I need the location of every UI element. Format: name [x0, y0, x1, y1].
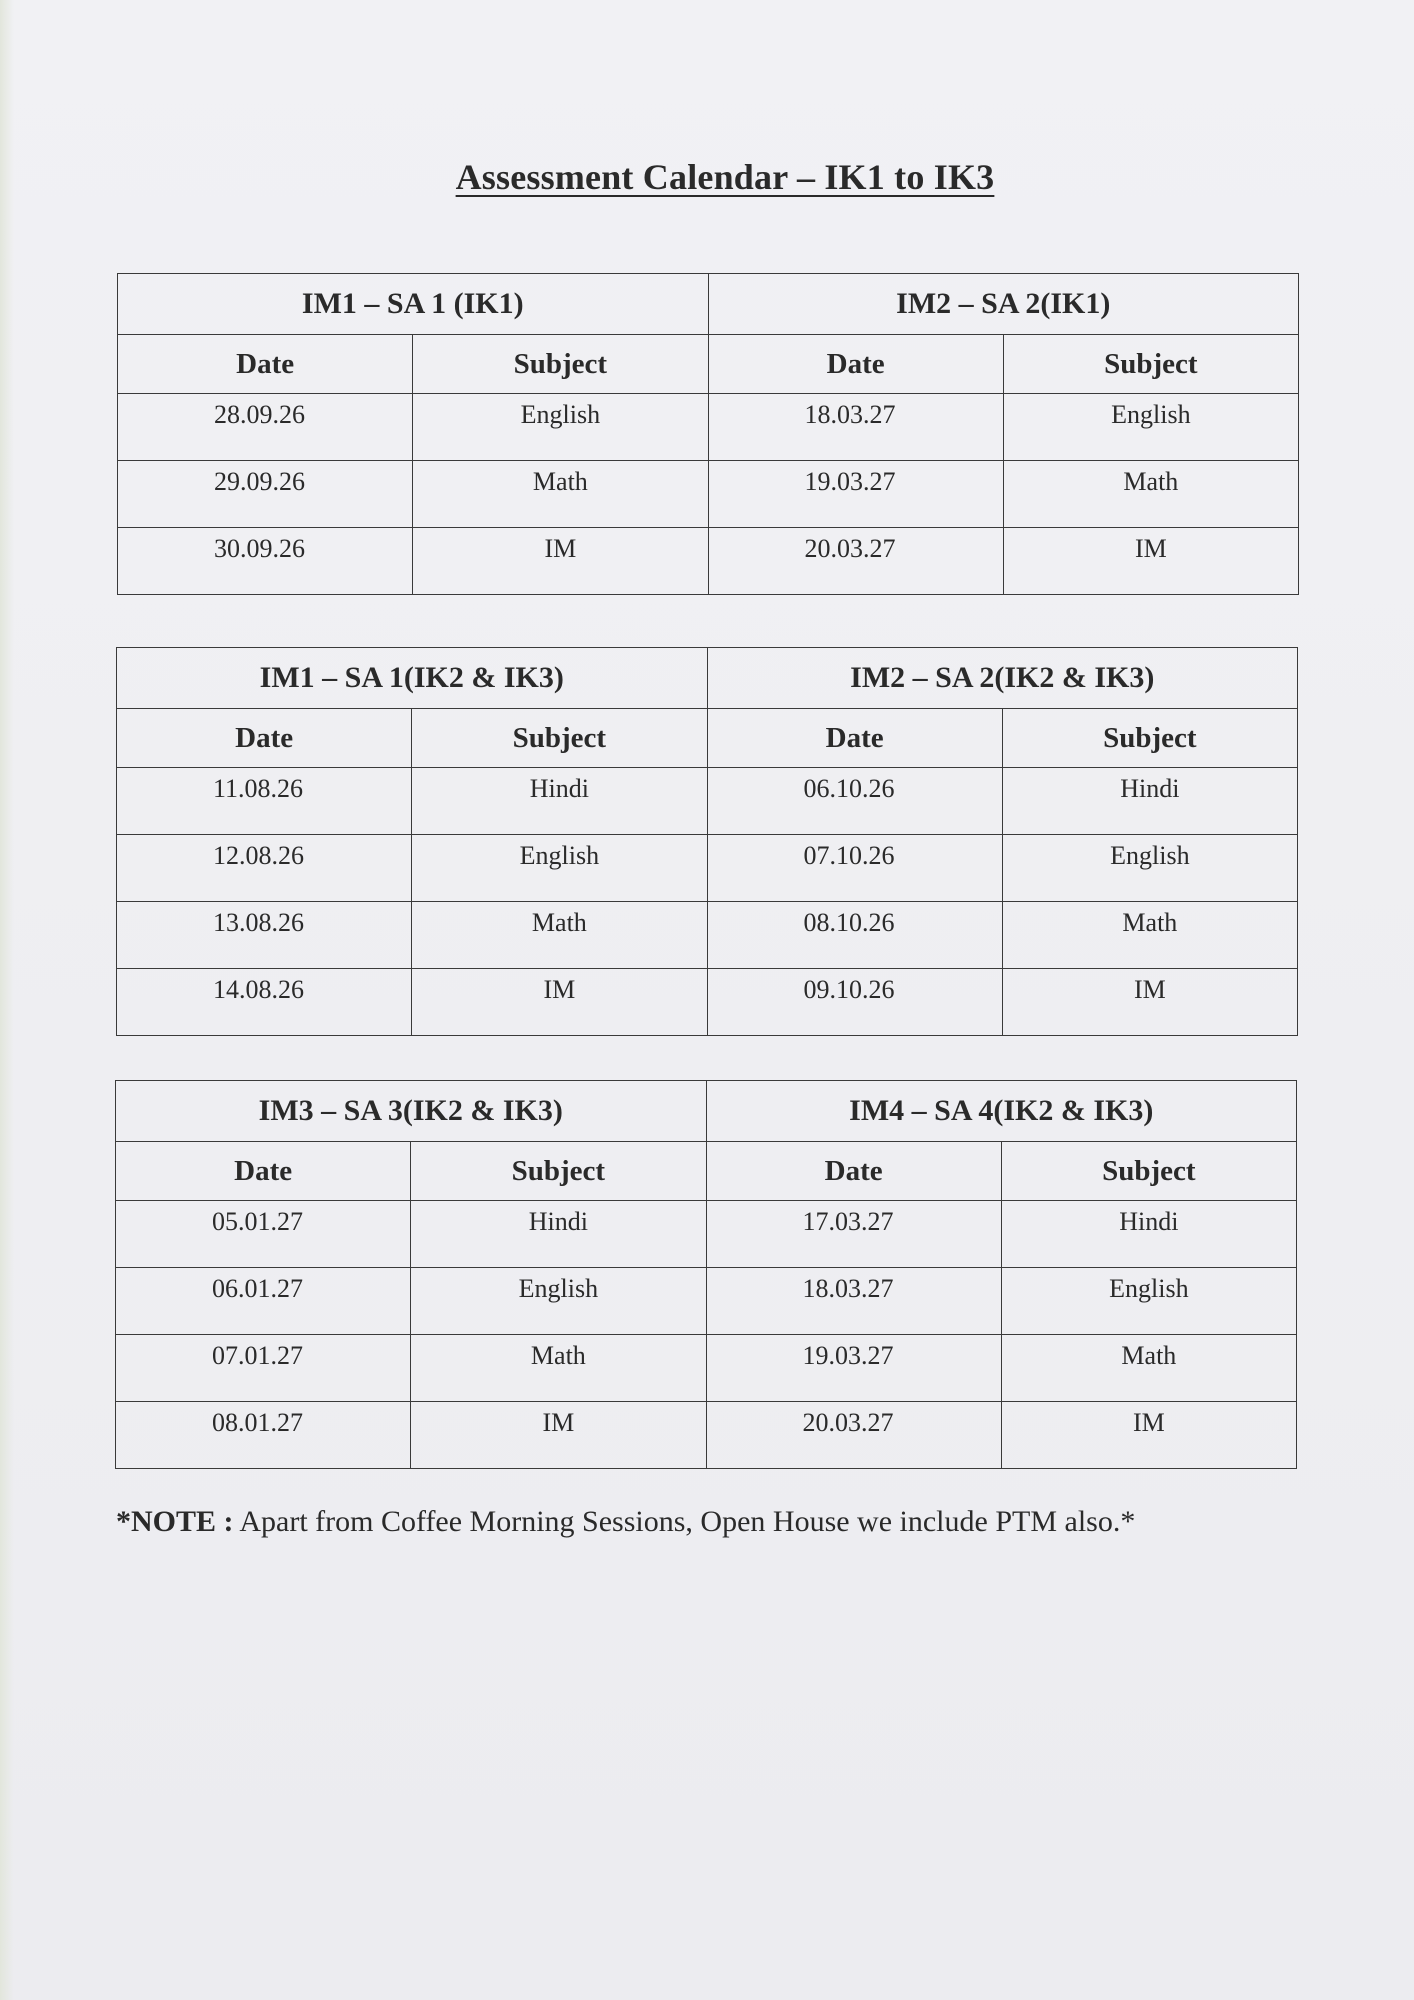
date-cell: 29.09.26 — [118, 461, 413, 528]
date-cell: 19.03.27 — [706, 1335, 1001, 1402]
subject-cell: English — [411, 1268, 706, 1335]
subject-cell: Math — [413, 461, 708, 528]
subject-cell: Hindi — [1001, 1201, 1296, 1268]
column-header-subject: Subject — [1001, 1142, 1296, 1201]
table-heading-right: IM2 – SA 2(IK2 & IK3) — [707, 648, 1298, 709]
date-cell: 07.10.26 — [707, 835, 1002, 902]
table-row — [116, 1201, 1297, 1268]
assessment-table-ik2-ik3-sa1-sa2 — [116, 647, 1298, 1036]
subject-cell: English — [1001, 1268, 1296, 1335]
table-heading-left: IM3 – SA 3(IK2 & IK3) — [116, 1081, 707, 1142]
assessment-table-ik2-ik3-sa3-sa4 — [115, 1080, 1297, 1469]
column-header-subject: Subject — [411, 1142, 706, 1201]
date-cell: 08.10.26 — [707, 902, 1002, 969]
subject-cell: IM — [1001, 1402, 1296, 1469]
date-cell: 08.01.27 — [116, 1402, 411, 1469]
column-header-date: Date — [118, 335, 413, 394]
subject-cell: IM — [412, 969, 707, 1036]
date-cell: 20.03.27 — [708, 528, 1003, 595]
subject-cell: IM — [1002, 969, 1297, 1036]
table-row — [118, 394, 1299, 461]
subject-cell: Hindi — [1002, 768, 1297, 835]
subject-cell: English — [1003, 394, 1298, 461]
table-row — [117, 902, 1298, 969]
table-row — [116, 1268, 1297, 1335]
subject-cell: IM — [1003, 528, 1298, 595]
column-header-subject: Subject — [1003, 335, 1298, 394]
table-row — [118, 461, 1299, 528]
column-header-date: Date — [707, 709, 1002, 768]
note-text — [116, 1505, 1135, 1539]
table-row — [117, 969, 1298, 1036]
date-cell: 19.03.27 — [708, 461, 1003, 528]
subject-cell: Math — [1001, 1335, 1296, 1402]
column-header-date: Date — [117, 709, 412, 768]
date-cell: 09.10.26 — [707, 969, 1002, 1036]
table-heading-left: IM1 – SA 1 (IK1) — [118, 274, 709, 335]
date-cell: 12.08.26 — [117, 835, 412, 902]
table-row — [116, 1335, 1297, 1402]
subject-cell: English — [412, 835, 707, 902]
date-cell: 14.08.26 — [117, 969, 412, 1036]
column-header-subject: Subject — [412, 709, 707, 768]
date-cell: 17.03.27 — [706, 1201, 1001, 1268]
date-cell: 06.10.26 — [707, 768, 1002, 835]
table-heading-right: IM4 – SA 4(IK2 & IK3) — [706, 1081, 1297, 1142]
table-row — [117, 768, 1298, 835]
date-cell: 05.01.27 — [116, 1201, 411, 1268]
assessment-table-ik1 — [117, 273, 1299, 595]
subject-cell: English — [413, 394, 708, 461]
subject-cell: Hindi — [412, 768, 707, 835]
table-heading-left: IM1 – SA 1(IK2 & IK3) — [117, 648, 708, 709]
date-cell: 07.01.27 — [116, 1335, 411, 1402]
date-cell: 28.09.26 — [118, 394, 413, 461]
column-header-date: Date — [708, 335, 1003, 394]
table-row — [116, 1402, 1297, 1469]
date-cell: 30.09.26 — [118, 528, 413, 595]
page-title: Assessment Calendar – IK1 to IK3 — [455, 157, 995, 197]
date-cell: 20.03.27 — [706, 1402, 1001, 1469]
column-header-subject: Subject — [413, 335, 708, 394]
column-header-subject: Subject — [1002, 709, 1297, 768]
date-cell: 06.01.27 — [116, 1268, 411, 1335]
subject-cell: Math — [412, 902, 707, 969]
subject-cell: Math — [1003, 461, 1298, 528]
subject-cell: Math — [1002, 902, 1297, 969]
note-label: *NOTE : — [116, 1505, 234, 1538]
date-cell: 11.08.26 — [117, 768, 412, 835]
table-heading-right: IM2 – SA 2(IK1) — [708, 274, 1299, 335]
table-row — [118, 528, 1299, 595]
table-row — [117, 835, 1298, 902]
column-header-date: Date — [116, 1142, 411, 1201]
subject-cell: Math — [411, 1335, 706, 1402]
subject-cell: IM — [411, 1402, 706, 1469]
subject-cell: English — [1002, 835, 1297, 902]
date-cell: 18.03.27 — [706, 1268, 1001, 1335]
subject-cell: IM — [413, 528, 708, 595]
date-cell: 18.03.27 — [708, 394, 1003, 461]
date-cell: 13.08.26 — [117, 902, 412, 969]
note-body: Apart from Coffee Morning Sessions, Open House we include PTM also.* — [233, 1505, 1136, 1538]
column-header-date: Date — [706, 1142, 1001, 1201]
subject-cell: Hindi — [411, 1201, 706, 1268]
